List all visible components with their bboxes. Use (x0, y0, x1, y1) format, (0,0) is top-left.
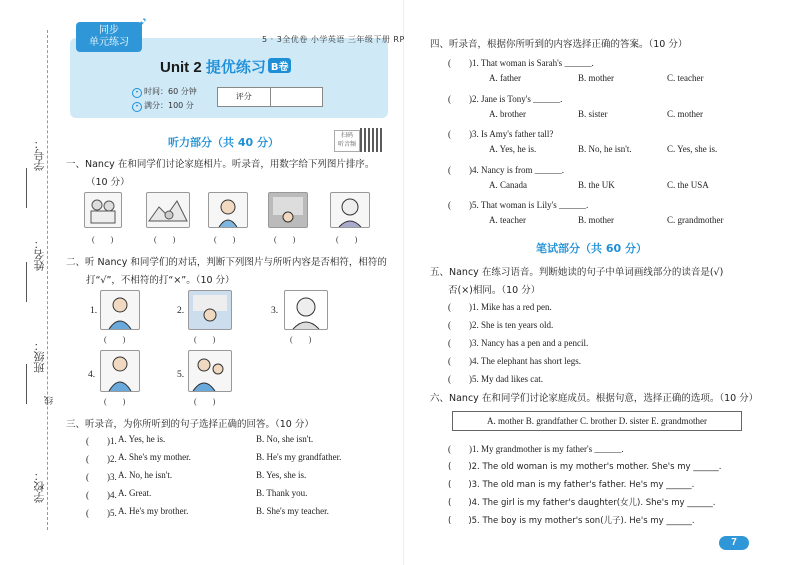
page-fold (403, 0, 404, 565)
q5-item-5[interactable]: ( )5. My dad likes cat. (448, 374, 543, 384)
q4-item-3-c: C. Yes, she is. (667, 144, 718, 154)
title-unit: Unit 2 (160, 59, 206, 76)
student-id-label: 学号： (33, 138, 46, 171)
q4-item-3-b: B. No, he isn't. (578, 144, 632, 154)
q6-item-4[interactable]: ( )4. The girl is my father's daughter(女儿). She's my ______. (448, 498, 716, 508)
q1-points: （10 分） (86, 177, 130, 188)
q6-word-bank: A. mother B. grandfather C. brother D. sister E. grandmother (452, 411, 742, 431)
q4-item-4-a: A. Canada (489, 180, 527, 190)
clock-icon: • (132, 88, 142, 98)
q5-item-4[interactable]: ( )4. The elephant has short legs. (448, 356, 582, 366)
score-box[interactable] (217, 87, 323, 107)
q1-blank-2[interactable]: ( ) (154, 235, 176, 244)
q5-item-2[interactable]: ( )2. She is ten years old. (448, 320, 554, 330)
q6-item-2[interactable]: ( )2. The old woman is my mother's mother. She's my ______. (448, 462, 722, 472)
q2-blank-3[interactable]: ( ) (290, 335, 312, 344)
book-info: 5 · 3全优卷 小学英语 三年级下册 RP (262, 35, 405, 44)
score-info: • 满分：100 分 (132, 100, 194, 112)
q3-item-4-b: B. Thank you. (256, 488, 308, 498)
q1-blank-4[interactable]: ( ) (274, 235, 296, 244)
title-tag: B卷 (268, 58, 292, 73)
q3-item-1-b: B. No, she isn't. (256, 434, 314, 444)
page-number: 7 (719, 536, 749, 550)
q3-item-3-a: A. No, he isn't. (118, 470, 173, 480)
class-label: 班级： (33, 340, 46, 373)
listening-section-title: 听力部分（共 40 分） (168, 136, 279, 149)
q3-item-5-b: B. She's my teacher. (256, 506, 329, 516)
q3-item-2-a: A. She's my mother. (118, 452, 191, 462)
q2-label-5: 5. (177, 370, 185, 380)
q6-item-1[interactable]: ( )1. My grandmother is my father's ______. (448, 444, 624, 454)
q6-item-5[interactable]: ( )5. The boy is my mother's son(儿子). He's my ______. (448, 516, 695, 526)
rocket-icon (130, 14, 150, 34)
family-photo-1 (84, 192, 122, 228)
q4-item-1-a: A. father (489, 73, 521, 83)
score-label: 评分 (218, 88, 271, 106)
q3-instruction: 三、听录音，为你所听到的句子选择正确的回答。（10 分） (66, 419, 314, 430)
name-line (26, 262, 27, 302)
q2-label-1: 1. (90, 306, 98, 316)
family-photo-4 (268, 192, 308, 228)
q4-item-2-c: C. mother (667, 109, 703, 119)
q3-item-3-b: B. Yes, she is. (256, 470, 307, 480)
q4-item-2-a: A. brother (489, 109, 526, 119)
cut-line-label: 线 (45, 396, 55, 405)
q3-item-1-num[interactable]: ( )1. (86, 436, 117, 446)
q5-item-1[interactable]: ( )1. Mike has a red pen. (448, 302, 552, 312)
qr-code-icon[interactable] (360, 128, 384, 152)
q4-item-2-b: B. sister (578, 109, 608, 119)
q5-instruction: 五、Nancy 在练习语音。判断她读的句子中单词画线部分的读音是(√) (430, 267, 724, 278)
q4-item-5-c: C. grandmother (667, 215, 724, 225)
qr-tag: 扫码 听音频 (334, 130, 360, 152)
badge-text: 同步 单元练习 (89, 25, 129, 48)
q1-blank-3[interactable]: ( ) (214, 235, 236, 244)
school-label: 学校： (33, 470, 46, 503)
q4-item-1-b: B. mother (578, 73, 614, 83)
q4-item-3[interactable]: ( )3. Is Amy's father tall? (448, 129, 554, 139)
q4-item-5-a: A. teacher (489, 215, 526, 225)
q1-instruction: 一、Nancy 在和同学们讨论家庭相片。听录音，用数字给下列图片排序。 (66, 159, 375, 170)
q2-blank-2[interactable]: ( ) (194, 335, 216, 344)
q3-item-3-num[interactable]: ( )3. (86, 472, 117, 482)
q4-item-1-c: C. teacher (667, 73, 704, 83)
q3-item-1-a: A. Yes, he is. (118, 434, 166, 444)
q3-item-5-num[interactable]: ( )5. (86, 508, 117, 518)
q2-instruction: 二、听 Nancy 和同学们的对话，判断下列图片与所听内容是否相符，相符的 (66, 257, 387, 268)
q4-item-5-b: B. mother (578, 215, 614, 225)
q2-instruction-2: 打“√”，不相符的打“×”。（10 分） (86, 275, 235, 286)
page-title (160, 56, 291, 77)
q4-instruction: 四、听录音，根据你所听到的内容选择正确的答案。（10 分） (430, 39, 688, 50)
q3-item-5-a: A. He's my brother. (118, 506, 189, 516)
q2-blank-4[interactable]: ( ) (104, 397, 126, 406)
score-icon: • (132, 102, 142, 112)
q2-picture-2 (188, 290, 232, 330)
q5-instruction-2: 否(×)相同。（10 分） (448, 285, 541, 296)
q3-item-4-a: A. Great. (118, 488, 152, 498)
q1-blank-1[interactable]: ( ) (92, 235, 114, 244)
q4-item-1[interactable]: ( )1. That woman is Sarah's ______. (448, 58, 594, 68)
q3-item-2-b: B. He's my grandfather. (256, 452, 342, 462)
student-id-line (26, 168, 27, 208)
q2-picture-1 (100, 290, 140, 330)
q2-blank-5[interactable]: ( ) (194, 397, 216, 406)
q3-item-4-num[interactable]: ( )4. (86, 490, 117, 500)
q2-picture-3 (284, 290, 328, 330)
q2-label-3: 3. (271, 306, 279, 316)
q1-blank-5[interactable]: ( ) (336, 235, 358, 244)
q5-item-3[interactable]: ( )3. Nancy has a pen and a pencil. (448, 338, 589, 348)
q4-item-5[interactable]: ( )5. That woman is Lily's ______. (448, 200, 589, 210)
q6-instruction: 六、Nancy 在和同学们讨论家庭成员。根据句意，选择正确的选项。（10 分） (430, 393, 759, 404)
q3-item-2-num[interactable]: ( )2. (86, 454, 117, 464)
score-blank[interactable] (271, 88, 323, 106)
q4-item-4-c: C. the USA (667, 180, 709, 190)
family-photo-2 (146, 192, 190, 228)
q2-blank-1[interactable]: ( ) (104, 335, 126, 344)
q4-item-4-b: B. the UK (578, 180, 615, 190)
family-photo-5 (330, 192, 370, 228)
time-info: • 时间：60 分钟 (132, 86, 197, 98)
q2-picture-4 (100, 350, 140, 392)
q4-item-4[interactable]: ( )4. Nancy is from ______. (448, 165, 564, 175)
q6-item-3[interactable]: ( )3. The old man is my father's father. He's my ______. (448, 480, 695, 490)
class-line (26, 364, 27, 404)
written-section-title: 笔试部分（共 60 分） (536, 242, 647, 255)
name-label: 姓名： (33, 238, 46, 271)
q4-item-3-a: A. Yes, he is. (489, 144, 537, 154)
binding-dashed-line (47, 30, 48, 530)
q4-item-2[interactable]: ( )2. Jane is Tony's ______. (448, 94, 563, 104)
q2-label-2: 2. (177, 306, 185, 316)
q2-label-4: 4. (88, 370, 96, 380)
title-highlight: 提优练习 (205, 58, 266, 76)
q2-picture-5 (188, 350, 232, 392)
family-photo-3 (208, 192, 248, 228)
